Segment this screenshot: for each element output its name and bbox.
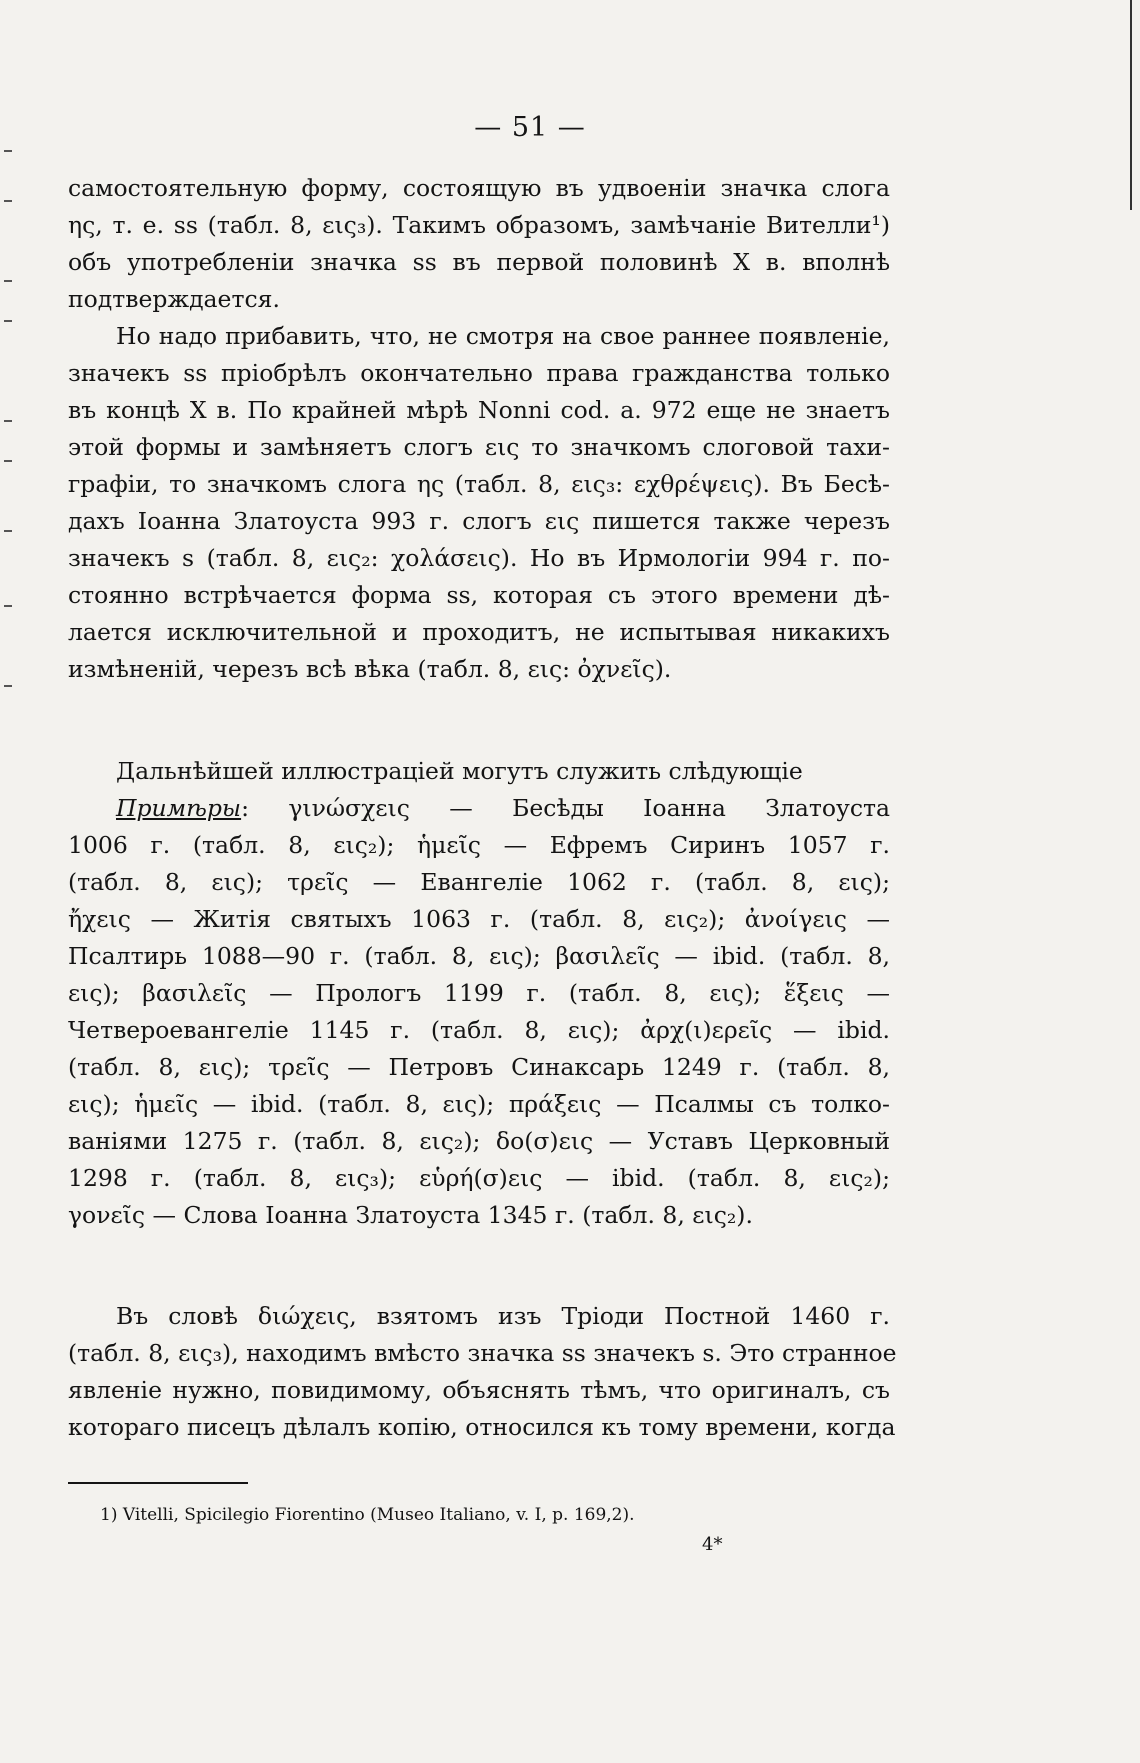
main-text-bottom: [68, 1298, 897, 1446]
examples-section: [68, 753, 890, 1234]
text-line: измѣненій, черезъ всѣ вѣка (табл. 8, εις: ὀχνεῖς).: [68, 655, 672, 683]
footnote-rule: [68, 1482, 248, 1484]
scan-edge-line: [1130, 0, 1132, 210]
text-line: (табл. 8, εις₃), находимъ вмѣсто значка ss значекъ s. Это странное: [68, 1339, 897, 1367]
text-line: значекъ s (табл. 8, εις₂: χολάσεις). Но въ Ирмологіи 994 г. по-: [68, 544, 890, 572]
text-line: : γινώσχεις — Бесѣды Іоанна Златоуста: [241, 794, 890, 822]
text-line: самостоятельную форму, состоящую въ удвоеніи значка слога: [68, 174, 890, 202]
text-line: 1006 г. (табл. 8, εις₂); ἡμεῖς — Ефремъ Сиринъ 1057 г.: [68, 831, 890, 859]
text-line: котораго писецъ дѣлалъ копію, относился къ тому времени, когда: [68, 1413, 896, 1441]
footnote: 1) Vitelli, Spicilegio Fiorentino (Museo Italiano, v. I, p. 169,2).: [100, 1505, 635, 1525]
text-line: 1298 г. (табл. 8, εις₃); εὑρή(σ)εις — ibid. (табл. 8, εις₂);: [68, 1164, 890, 1192]
page-number: — 51 —: [474, 112, 586, 143]
text-line: лается исключительной и проходитъ, не испытывая никакихъ: [68, 618, 890, 646]
margin-specks: [0, 150, 20, 710]
text-line: стоянно встрѣчается форма ss, которая съ этого времени дѣ-: [68, 581, 890, 609]
text-line: въ концѣ X в. По крайней мѣрѣ Nonni cod. a. 972 еще не знаетъ: [68, 396, 890, 424]
text-line: явленіе нужно, повидимому, объяснять тѣмъ, что оригиналъ, съ: [68, 1376, 890, 1404]
examples-first-line: [68, 790, 890, 827]
text-line: значекъ ss пріобрѣлъ окончательно права гражданства только: [68, 359, 890, 387]
text-line: этой формы и замѣняетъ слогъ εις то значкомъ слоговой тахи-: [68, 433, 890, 461]
examples-label: Примѣры: [116, 794, 242, 822]
text-line: εις); ἡμεῖς — ibid. (табл. 8, εις); πράξεις — Псалмы съ толко-: [68, 1090, 890, 1118]
text-line: ἤχεις — Житія святыхъ 1063 г. (табл. 8, εις₂); ἀνοίγεις —: [68, 905, 890, 933]
text-line: ваніями 1275 г. (табл. 8, εις₂); δο(σ)εις — Уставъ Церковный: [68, 1127, 890, 1155]
text-line: Псалтирь 1088—90 г. (табл. 8, εις); βασιλεῖς — ibid. (табл. 8,: [68, 942, 890, 970]
text-line: Но надо прибавить, что, не смотря на свое раннее появленіе,: [116, 322, 890, 350]
text-line: εις); βασιλεῖς — Прологъ 1199 г. (табл. 8, εις); ἕξεις —: [68, 979, 890, 1007]
text-line: Четвероевангеліе 1145 г. (табл. 8, εις); ἀρχ(ι)ερεῖς — ibid.: [68, 1016, 890, 1044]
signature-mark: 4*: [702, 1534, 723, 1555]
text-line: подтверждается.: [68, 285, 280, 313]
text-line: ης, т. е. ss (табл. 8, εις₃). Такимъ образомъ, замѣчаніе Вителли¹): [68, 211, 890, 239]
text-line: Въ словѣ διώχεις, взятомъ изъ Тріоди Постной 1460 г.: [116, 1302, 890, 1330]
text-line: дахъ Іоанна Златоуста 993 г. слогъ εις пишется также черезъ: [68, 507, 890, 535]
main-text-top: [68, 170, 890, 688]
text-line: γονεῖς — Слова Іоанна Златоуста 1345 г. (табл. 8, εις₂).: [68, 1201, 753, 1229]
text-line: (табл. 8, εις); τρεῖς — Евангеліе 1062 г. (табл. 8, εις);: [68, 868, 890, 896]
text-line: (табл. 8, εις); τρεῖς — Петровъ Синаксарь 1249 г. (табл. 8,: [68, 1053, 890, 1081]
text-line: объ употребленіи значка ss въ первой половинѣ X в. вполнѣ: [68, 248, 890, 276]
text-line: Дальнѣйшей иллюстраціей могутъ служить слѣдующіе: [116, 757, 803, 785]
text-line: графіи, то значкомъ слога ης (табл. 8, εις₃: εχθρέψεις). Въ Бесѣ-: [68, 470, 890, 498]
